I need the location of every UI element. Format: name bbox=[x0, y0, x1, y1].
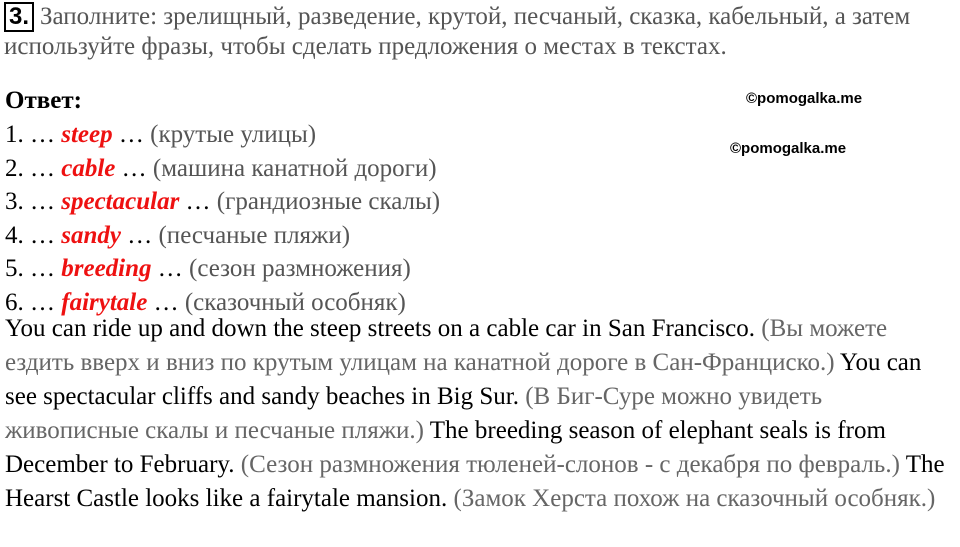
answer-translation: (машина канатной дороги) bbox=[152, 154, 437, 182]
answer-number: 4. … bbox=[5, 221, 55, 249]
answer-item bbox=[5, 185, 440, 219]
answer-item bbox=[5, 118, 440, 152]
answer-word: fairytale bbox=[61, 288, 148, 316]
sentence-ru: (Замок Херста похож на сказочный особняк.) bbox=[453, 485, 936, 512]
sentence-ru: (В Биг-Суре можно увидеть живописные скалы и песчаные пляжи.) bbox=[5, 383, 823, 444]
sentence-en: You can ride up and down the steep streets on a cable car in San Francisco. bbox=[5, 315, 756, 342]
answer-word: spectacular bbox=[61, 188, 180, 215]
task-number: 3. bbox=[4, 2, 34, 32]
task-prompt bbox=[4, 2, 954, 62]
answer-ellipsis: … bbox=[121, 154, 147, 182]
answer-translation: (крутые улицы) bbox=[150, 121, 317, 148]
task-text: Заполните: зрелищный, разведение, крутой, песчаный, сказка, кабельный, а затем используйте фразы, чтобы сделать предложения о местах в текстах. bbox=[4, 3, 911, 60]
answer-paragraph bbox=[5, 312, 955, 516]
answer-ellipsis: … bbox=[153, 288, 179, 316]
answer-ellipsis: … bbox=[157, 255, 183, 282]
answer-ellipsis: … bbox=[118, 121, 144, 148]
answer-item bbox=[5, 219, 440, 253]
sentence-en: The Hearst Castle looks like a fairytale mansion. bbox=[5, 451, 945, 512]
answer-translation: (сезон размножения) bbox=[189, 255, 411, 282]
answer-item bbox=[5, 152, 440, 186]
answer-translation: (сказочный особняк) bbox=[184, 288, 406, 316]
answer-list bbox=[5, 118, 440, 319]
sentence-ru: (Сезон размножения тюленей-слонов - с декабря по февраль.) bbox=[240, 451, 900, 478]
answer-ellipsis: … bbox=[127, 221, 153, 249]
answer-word: breeding bbox=[61, 255, 152, 282]
answer-word: steep bbox=[61, 121, 113, 148]
answer-number: 5. … bbox=[5, 255, 55, 282]
answer-word: cable bbox=[61, 154, 116, 182]
answer-number: 6. … bbox=[5, 288, 55, 316]
answer-word: sandy bbox=[61, 221, 121, 249]
watermark: ©pomogalka.me bbox=[730, 140, 847, 157]
sentence-ru: (Вы можете ездить вверх и вниз по крутым улицам на канатной дороге в Сан-Франциско.) bbox=[5, 315, 888, 376]
watermark: ©pomogalka.me bbox=[746, 90, 863, 107]
answer-translation: (грандиозные скалы) bbox=[216, 188, 441, 215]
answer-item bbox=[5, 252, 440, 286]
answer-ellipsis: … bbox=[185, 188, 211, 215]
answer-number: 2. … bbox=[5, 154, 55, 182]
sentence-en: The breeding season of elephant seals is from December to February. bbox=[5, 417, 886, 478]
sentence-en: You can see spectacular cliffs and sandy beaches in Big Sur. bbox=[5, 349, 922, 410]
answer-heading: Ответ: bbox=[5, 87, 82, 114]
answer-number: 3. … bbox=[5, 188, 55, 215]
answer-number: 1. … bbox=[5, 121, 55, 148]
answer-translation: (песчаные пляжи) bbox=[158, 221, 351, 249]
